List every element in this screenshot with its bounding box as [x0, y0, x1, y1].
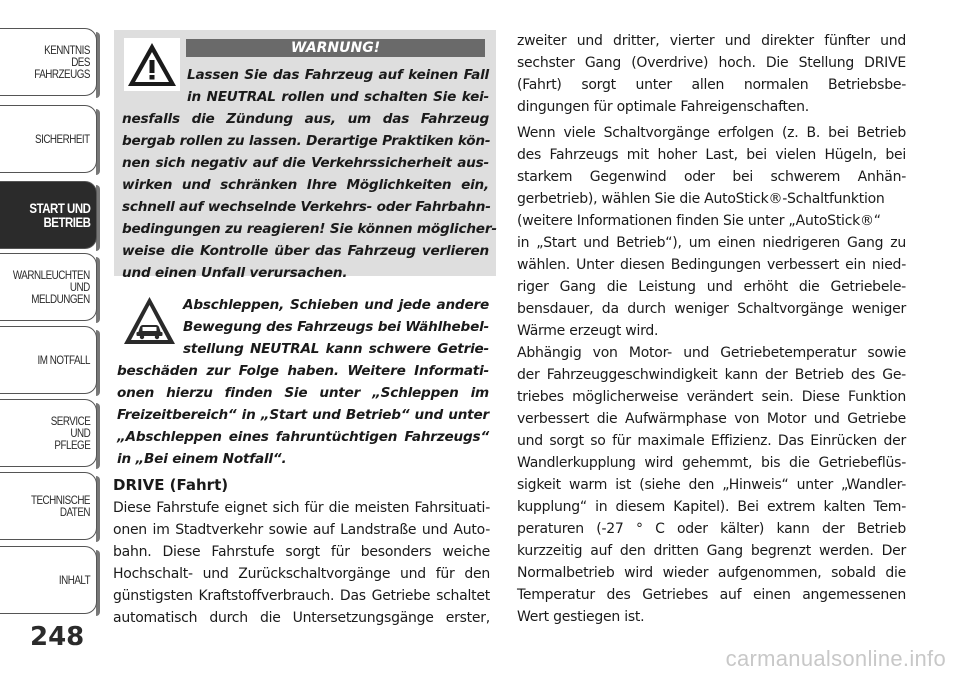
- right-paragraph-1: [517, 30, 906, 118]
- text-line: kurzzeitig auf den dritten Gang begrenzt werden. Der: [517, 543, 906, 559]
- text-line: sigkeit warm ist (siehe den „Hinweis“ unter „Wandler-: [517, 477, 906, 493]
- tab-technische-daten[interactable]: [0, 472, 97, 540]
- text-line: zweiter und dritter, vierter und direkter fünfter und: [517, 33, 906, 49]
- caution-line: stellung NEUTRAL kann schwere Getrie-: [183, 341, 489, 357]
- text-line: bensdauer, da durch weniger Schaltvorgänge weniger: [517, 301, 906, 317]
- tab-label: SERVICE UND PFLEGE: [50, 414, 90, 452]
- right-paragraph-2: [517, 122, 906, 342]
- text-line: (Fahrt) sorgt unter allen normalen Betriebsbe-: [517, 77, 906, 93]
- text-line: dingungen für optimale Fahreigenschaften.: [517, 99, 809, 115]
- section-heading-drive: DRIVE (Fahrt): [113, 476, 229, 494]
- tab-im-notfall[interactable]: [0, 326, 97, 394]
- text-line: Wenn viele Schaltvorgänge erfolgen (z. B. bei Betrieb: [517, 125, 906, 141]
- text-line: riger Gang die Leistung und erhöht die Getriebele-: [517, 279, 906, 295]
- warning-text-indented: [187, 64, 489, 108]
- text-line: Wandlerkupplung wird gehemmt, bis die Getriebeflüs-: [517, 455, 906, 471]
- warning-line: in NEUTRAL rollen und schalten Sie kei-: [187, 89, 489, 105]
- text-line: sechster Gang (Overdrive) hoch. Die Stellung DRIVE: [517, 55, 906, 71]
- text-line: verbessert die Aufwärmphase von Motor und Getriebe: [517, 411, 906, 427]
- text-line: Temperatur des Getriebes auf einen angemessenen: [517, 587, 906, 603]
- warning-line: wirken und schränken Ihre Möglichkeiten ein,: [122, 177, 489, 193]
- warning-line: und einen Unfall verursachen.: [122, 265, 348, 281]
- warning-line: bergab rollen zu lassen. Derartige Praktiken kön-: [122, 133, 491, 149]
- text-line: kupplung“ in diesem Kapitel). Bei extrem kalten Tem-: [517, 499, 906, 515]
- caution-text-indented: [183, 294, 489, 360]
- caution-line: Bewegung des Fahrzeugs bei Wählhebel-: [183, 319, 489, 335]
- tab-label: SICHERHEIT: [35, 132, 90, 146]
- text-line: günstigsten Kraftstoffverbrauch. Das Getriebe schaltet: [113, 588, 490, 604]
- watermark-text: carmanualsonline.info: [725, 646, 946, 671]
- warning-header: WARNUNG!: [186, 39, 485, 57]
- caution-line: „Abschleppen eines fahruntüchtigen Fahrzeugs“: [117, 429, 489, 445]
- tab-label: START UND BETRIEB: [28, 200, 90, 230]
- warning-line: schnell auf wechselnde Verkehrs- oder Fahrbahn-: [122, 199, 491, 215]
- tab-label: IM NOTFALL: [37, 353, 90, 367]
- warning-line: bedingungen zu reagieren! Sie können möglicher-: [122, 221, 497, 237]
- text-line: Abhängig von Motor- und Getriebetemperatur sowie: [517, 345, 906, 361]
- page-number: 248: [30, 622, 85, 652]
- warning-triangle-icon: [124, 38, 180, 91]
- text-line: Hochschalt- und Zurückschaltvorgänge und für den: [113, 566, 490, 582]
- text-line: starkem Gegenwind oder bei schwerem Anhän-: [517, 169, 906, 185]
- tab-label: WARNLEUCHTEN UND MELDUNGEN: [13, 268, 90, 306]
- text-line: bahn. Diese Fahrstufe sorgt für besonders weiche: [113, 544, 490, 560]
- chapter-tabs: [0, 0, 100, 678]
- text-line: peraturen (-27 ° C oder kälter) kann der Betrieb: [517, 521, 906, 537]
- text-line: wählen. Unter diesen Bedingungen verbessert ein nied-: [517, 257, 906, 273]
- tab-sicherheit[interactable]: [0, 105, 97, 173]
- tab-label: KENNTNIS DES FAHRZEUGS: [34, 43, 90, 81]
- warning-line: nen sich negativ auf die Verkehrssicherheit aus-: [122, 155, 489, 171]
- caution-line: Freizeitbereich“ in „Start und Betrieb“ und unter: [117, 407, 489, 423]
- caution-line: beschäden zur Folge haben. Weitere Informati-: [117, 363, 489, 379]
- text-line: gerbetrieb), wählen Sie die AutoStick®-Schaltfunktion: [517, 191, 885, 207]
- text-line: triebes möglicherweise verändert sein. Diese Funktion: [517, 389, 906, 405]
- tab-start-und-betrieb[interactable]: [0, 181, 97, 249]
- tab-warnleuchten-und-meldungen[interactable]: [0, 253, 97, 321]
- tab-label: INHALT: [58, 573, 90, 587]
- text-line: onen im Stadtverkehr sowie auf Landstraße und Auto-: [113, 522, 490, 538]
- text-line: Normalbetrieb wird wieder aufgenommen, sobald die: [517, 565, 906, 581]
- tab-inhalt[interactable]: [0, 546, 97, 614]
- caution-text: [117, 360, 489, 470]
- caution-line: onen hierzu finden Sie unter „Schleppen im: [117, 385, 489, 401]
- text-line: der Fahrzeuggeschwindigkeit kann der Betrieb des Ge-: [517, 367, 906, 383]
- warning-line: Lassen Sie das Fahrzeug auf keinen Fall: [187, 67, 489, 83]
- warning-text: [122, 108, 497, 284]
- caution-line: in „Bei einem Notfall“.: [117, 451, 287, 467]
- text-line: des Fahrzeugs mit hoher Last, bei vielen Hügeln, bei: [517, 147, 906, 163]
- text-line: und sorgt so für maximale Effizienz. Das Einrücken der: [517, 433, 906, 449]
- text-line: automatisch durch die Untersetzungsgänge erster,: [113, 610, 490, 626]
- right-paragraph-3: [517, 342, 906, 628]
- text-line: Wert gestiegen ist.: [517, 609, 645, 625]
- drive-paragraph: [113, 497, 490, 629]
- tab-service-und-pflege[interactable]: [0, 399, 97, 467]
- text-line: Diese Fahrstufe eignet sich für die meisten Fahrsituati-: [113, 500, 490, 516]
- text-line: Wärme erzeugt wird.: [517, 323, 659, 339]
- caution-car-icon: [122, 294, 177, 348]
- warning-line: weise die Kontrolle über das Fahrzeug verlieren: [122, 243, 489, 259]
- tab-kenntnis-des-fahrzeugs[interactable]: [0, 28, 97, 96]
- caution-line: Abschleppen, Schieben und jede andere: [183, 297, 489, 313]
- tab-label: TECHNISCHE DATEN: [30, 493, 90, 519]
- warning-line: nesfalls die Zündung aus, um das Fahrzeug: [122, 111, 489, 127]
- text-line: (weitere Informationen finden Sie unter „AutoStick®“: [517, 213, 881, 229]
- text-line: in „Start und Betrieb“), um einen niedrigeren Gang zu: [517, 235, 906, 251]
